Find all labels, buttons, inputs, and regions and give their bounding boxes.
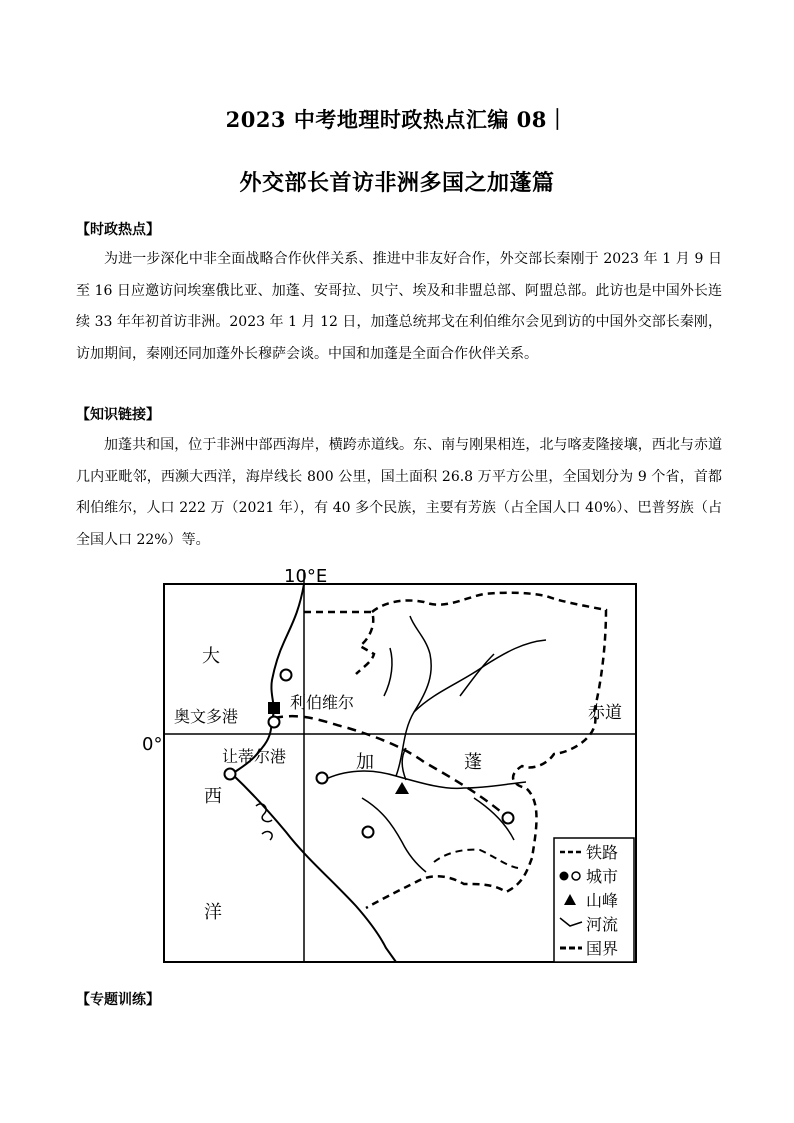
city-marker xyxy=(281,670,292,681)
capital-marker xyxy=(268,702,280,714)
equator-label: 赤道 xyxy=(588,703,622,723)
city-marker xyxy=(317,773,328,784)
training-heading: 【专题训练】 xyxy=(76,992,160,1008)
city-marker xyxy=(503,813,514,824)
legend-river-label: 河流 xyxy=(586,915,619,934)
longitude-label: 10°E xyxy=(284,566,328,587)
page-title-line2: 外交部长首访非洲多国之加蓬篇 xyxy=(239,170,555,196)
knowledge-paragraph: 加蓬共和国，位于非洲中部西海岸，横跨赤道线。东、南与刚果相连，北与喀麦隆接壤，西北与赤道几内亚毗邻，西濒大西洋，海岸线长 800 公里，国土面积 26.8 万平方公里，全国划分为 9 个省，首都利伯维尔，人口 222 万（2021 年），有 40 多个民族，主要有芳族（占全国人口 40%）、巴普努族（占全国人口 22%）等。 xyxy=(76,437,722,548)
legend-border-label: 国界 xyxy=(586,939,619,958)
page-title-line1: 2023 中考地理时政热点汇编 08｜ xyxy=(225,107,569,132)
legend-peak-label: 山峰 xyxy=(586,891,619,910)
latitude-label: 0° xyxy=(142,734,163,755)
gabon-map xyxy=(134,562,640,966)
port-gentil-label: 让蒂尔港 xyxy=(222,747,287,766)
ocean-label-2: 西 xyxy=(204,786,222,807)
port-gentil-marker xyxy=(225,769,236,780)
legend-railway-label: 铁路 xyxy=(586,843,619,862)
map-legend xyxy=(554,838,634,962)
capital-label: 利伯维尔 xyxy=(290,693,355,712)
ocean-label-1: 大 xyxy=(202,646,220,667)
legend-city-label: 城市 xyxy=(586,867,619,886)
country-label-1: 加 xyxy=(356,752,374,773)
news-heading: 【时政热点】 xyxy=(76,222,160,238)
owendo-label: 奥文多港 xyxy=(174,707,239,726)
city-marker xyxy=(363,827,374,838)
ocean-label-3: 洋 xyxy=(204,902,222,923)
knowledge-heading: 【知识链接】 xyxy=(76,407,160,423)
owendo-marker xyxy=(269,717,280,728)
country-label-2: 蓬 xyxy=(464,752,482,773)
legend-city-symbol xyxy=(560,872,569,881)
news-paragraph: 为进一步深化中非全面战略合作伙伴关系、推进中非友好合作，外交部长秦刚于 2023 年 1 月 9 日至 16 日应邀访问埃塞俄比亚、加蓬、安哥拉、贝宁、埃及和非盟总部、阿盟总部。此访也是中国外长连续 33 年年初首访非洲。2023 年 1 月 12 日，加蓬总统邦戈在利伯维尔会见到访的中国外交部长秦刚，访加期间，秦刚还同加蓬外长穆萨会谈。中国和加蓬是全面合作伙伴关系。 xyxy=(76,251,722,362)
